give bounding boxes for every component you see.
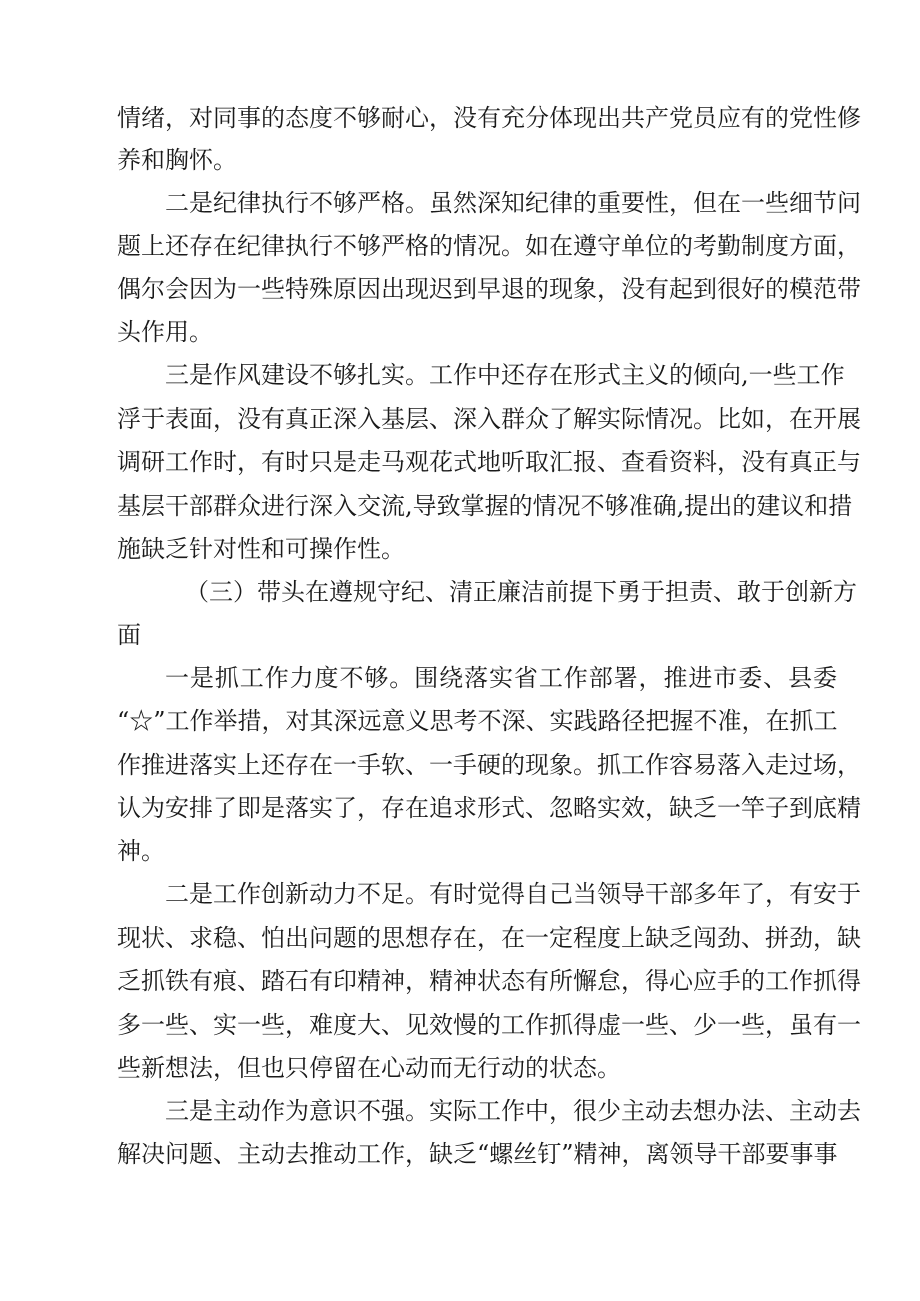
- section-heading: （三）带头在遵规守纪、清正廉洁前提下勇于担责、敢于创新方: [185, 578, 857, 606]
- text-line: 施缺乏针对性和可操作性。: [117, 535, 405, 563]
- text-line: 题上还存在纪律执行不够严格的情况。如在遵守单位的考勤制度方面，: [117, 232, 861, 260]
- text-line: 作推进落实上还存在一手软、一手硬的现象。抓工作容易落入走过场，: [117, 751, 861, 779]
- text-line: 养和胸怀。: [117, 146, 237, 174]
- text-line: 浮于表面，没有真正深入基层、深入群众了解实际情况。比如，在开展: [117, 405, 861, 433]
- text-line: 乏抓铁有痕、踏石有印精神，精神状态有所懈怠，得心应手的工作抓得: [117, 967, 861, 995]
- text-line: 情绪，对同事的态度不够耐心，没有充分体现出共产党员应有的党性修: [117, 104, 861, 132]
- text-line: 调研工作时，有时只是走马观花式地听取汇报、查看资料，没有真正与: [117, 448, 861, 476]
- text-line: 现状、求稳、怕出问题的思想存在，在一定程度上缺乏闯劲、拼劲，缺: [117, 924, 861, 952]
- text-line: “☆”工作举措，对其深远意义思考不深、实践路径把握不准，在抓工: [117, 707, 838, 735]
- paragraph-start-line: 一是抓工作力度不够。围绕落实省工作部署，推进市委、县委: [165, 664, 837, 692]
- paragraph-start-line: 二是工作创新动力不足。有时觉得自己当领导干部多年了，有安于: [165, 880, 861, 908]
- text-line: 认为安排了即是落实了，存在追求形式、忽略实效，缺乏一竿子到底精: [117, 794, 861, 822]
- text-line: 头作用。: [117, 318, 213, 346]
- text-line: 偶尔会因为一些特殊原因出现迟到早退的现象，没有起到很好的模范带: [117, 275, 861, 303]
- text-line: 些新想法，但也只停留在心动而无行动的状态。: [117, 1054, 621, 1082]
- text-line: 基层干部群众进行深入交流,导致掌握的情况不够准确,提出的建议和措: [117, 492, 853, 520]
- paragraph-start-line: 三是主动作为意识不强。实际工作中，很少主动去想办法、主动去: [165, 1097, 861, 1125]
- section-heading-continuation: 面: [117, 621, 141, 649]
- text-line: 神。: [117, 837, 165, 865]
- paragraph-start-line: 三是作风建设不够扎实。工作中还存在形式主义的倾向,一些工作: [165, 361, 845, 389]
- text-line: 多一些、实一些，难度大、见效慢的工作抓得虚一些、少一些，虽有一: [117, 1011, 861, 1039]
- text-line: 解决问题、主动去推动工作，缺乏“螺丝钉”精神，离领导干部要事事: [117, 1140, 838, 1168]
- paragraph-start-line: 二是纪律执行不够严格。虽然深知纪律的重要性，但在一些细节问: [165, 189, 861, 217]
